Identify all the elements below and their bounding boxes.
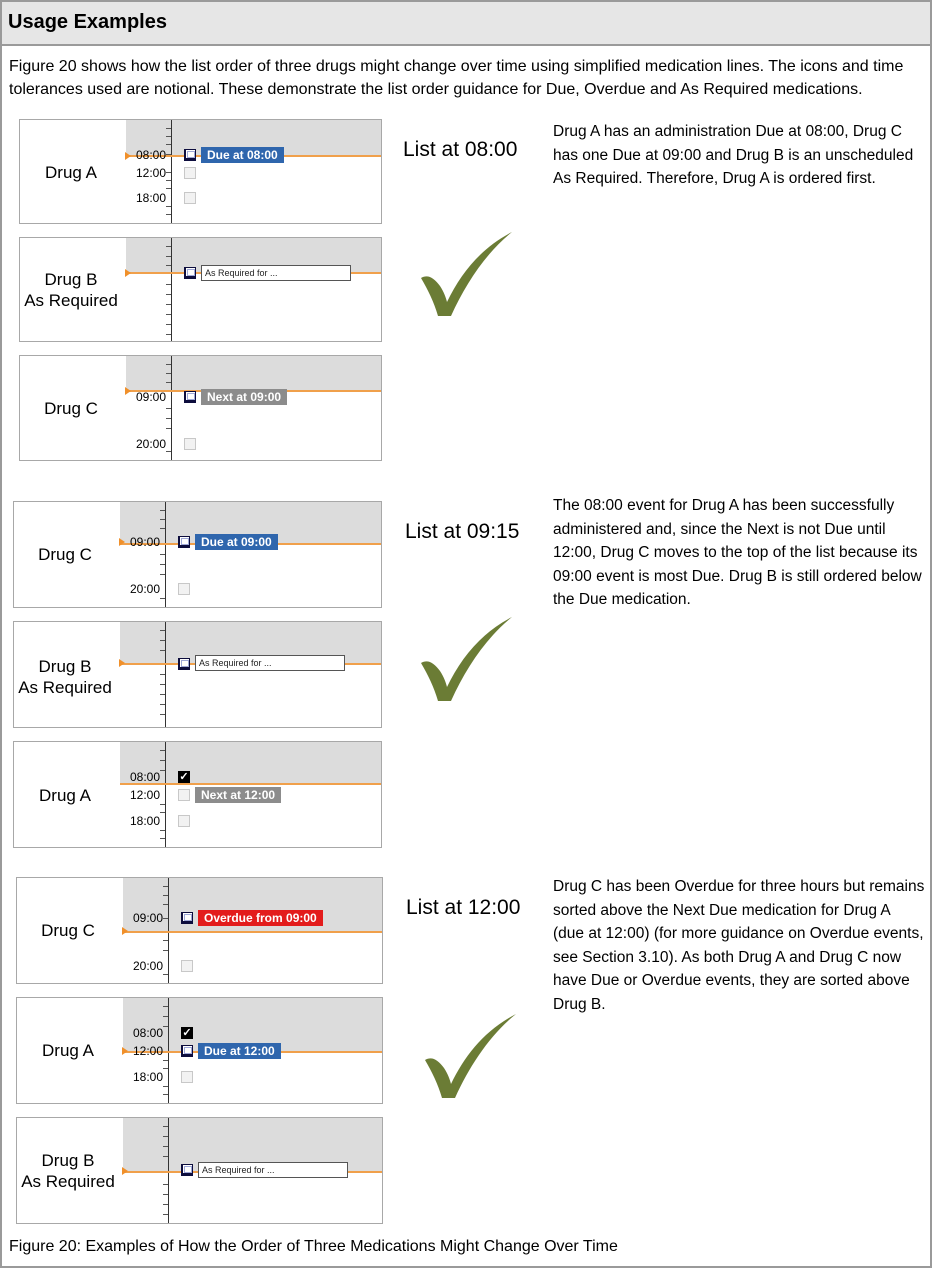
pending-event-checkbox[interactable] [181, 960, 193, 972]
time-label: 09:00 [132, 911, 163, 925]
administered-check-icon[interactable]: ✓ [179, 771, 189, 783]
prn-event-icon[interactable] [181, 1164, 193, 1176]
drug-name: Drug A [39, 786, 91, 805]
current-time-marker [122, 1167, 128, 1175]
med-line-drug-b [16, 1117, 383, 1224]
as-required-input[interactable]: As Required for ... [195, 655, 345, 671]
checkmark-icon [416, 228, 516, 318]
time-label: 08:00 [135, 148, 166, 162]
list-at-heading: List at 09:15 [405, 520, 520, 543]
time-label: 20:00 [132, 959, 163, 973]
pending-event-checkbox[interactable] [178, 789, 190, 801]
drug-name: Drug A [42, 1041, 94, 1060]
time-label: 20:00 [135, 437, 166, 451]
time-label: 18:00 [129, 814, 160, 828]
pending-event-checkbox[interactable] [178, 583, 190, 595]
pending-event-checkbox[interactable] [184, 438, 196, 450]
med-line-drug-b [19, 237, 382, 342]
overdue-event-icon[interactable] [181, 912, 193, 924]
intro-text: Figure 20 shows how the list order of three drugs might change over time using simplified medication lines. The icons and time tolerances used are notional. These demonstrate the list order guidance for Due, Overdue and As Required medications. [9, 58, 904, 98]
time-label: 18:00 [135, 191, 166, 205]
med-line-drug-c [19, 355, 382, 461]
due-label[interactable]: Due at 09:00 [195, 534, 278, 550]
due-label[interactable]: Due at 12:00 [198, 1043, 281, 1059]
time-label: 12:00 [132, 1044, 163, 1058]
prn-event-icon[interactable] [178, 658, 190, 670]
due-event-icon[interactable] [184, 149, 196, 161]
med-line-drug-a [16, 997, 383, 1104]
time-label: 08:00 [132, 1026, 163, 1040]
current-time-marker [122, 927, 128, 935]
drug-subtitle: As Required [18, 678, 112, 697]
next-label[interactable]: Next at 12:00 [195, 787, 281, 803]
panel-header [2, 2, 930, 46]
due-event-icon[interactable] [178, 536, 190, 548]
current-time-marker [119, 659, 125, 667]
time-label: 18:00 [132, 1070, 163, 1084]
due-label[interactable]: Due at 08:00 [201, 147, 284, 163]
current-time-line [123, 931, 382, 933]
med-line-drug-b [13, 621, 382, 728]
due-event-icon[interactable] [181, 1045, 193, 1057]
overdue-label[interactable]: Overdue from 09:00 [198, 910, 323, 926]
checkmark-icon [416, 613, 516, 703]
administered-check-icon[interactable]: ✓ [182, 1027, 192, 1039]
as-required-input[interactable]: As Required for ... [198, 1162, 348, 1178]
time-label: 12:00 [129, 788, 160, 802]
drug-name: Drug C [38, 545, 92, 564]
list-at-heading: List at 12:00 [406, 896, 521, 919]
drug-subtitle: As Required [21, 1172, 115, 1191]
explanation-text: Drug A has an administration Due at 08:00, Drug C has one Due at 09:00 and Drug B is an unscheduled As Required. Therefore, Drug A is ordered first. [553, 123, 914, 188]
med-line-drug-a [13, 741, 382, 848]
figure-caption: Figure 20: Examples of How the Order of Three Medications Might Change Over Time [9, 1238, 618, 1255]
pending-event-checkbox[interactable] [178, 815, 190, 827]
med-line-drug-c [13, 501, 382, 608]
drug-name: Drug A [45, 163, 97, 182]
time-label: 12:00 [135, 166, 166, 180]
drug-subtitle: As Required [24, 291, 118, 310]
pending-event-checkbox[interactable] [181, 1071, 193, 1083]
explanation-text: Drug C has been Overdue for three hours but remains sorted above the Next Due medication for Drug A (due at 12:00) (for more guidance on Overdue events, see Section 3.10). As both Drug A and Drug C now have Due or Overdue events, they are sorted above Drug B. [553, 878, 925, 1013]
med-line-drug-c [16, 877, 383, 984]
drug-name: Drug B [44, 270, 98, 289]
pending-event-checkbox[interactable] [184, 167, 196, 179]
drug-name: Drug C [44, 399, 98, 418]
time-label: 08:00 [129, 770, 160, 784]
panel-title: Usage Examples [8, 11, 167, 33]
time-label: 20:00 [129, 582, 160, 596]
next-label[interactable]: Next at 09:00 [201, 389, 287, 405]
time-label: 09:00 [129, 535, 160, 549]
pending-event-checkbox[interactable] [184, 192, 196, 204]
med-line-drug-a [19, 119, 382, 224]
prn-event-icon[interactable] [184, 267, 196, 279]
current-time-marker [125, 269, 131, 277]
list-at-heading: List at 08:00 [403, 138, 518, 161]
drug-name: Drug B [41, 1151, 95, 1170]
time-label: 09:00 [135, 390, 166, 404]
as-required-input[interactable]: As Required for ... [201, 265, 351, 281]
drug-name: Drug C [41, 921, 95, 940]
checkmark-icon [420, 1010, 520, 1100]
next-event-icon[interactable] [184, 391, 196, 403]
drug-name: Drug B [38, 657, 92, 676]
explanation-text: The 08:00 event for Drug A has been successfully administered and, since the Next is not Due until 12:00, Drug C moves to the top of the list because its 09:00 event is most Due. Drug B is still ordered below the Due medication. [553, 497, 922, 609]
